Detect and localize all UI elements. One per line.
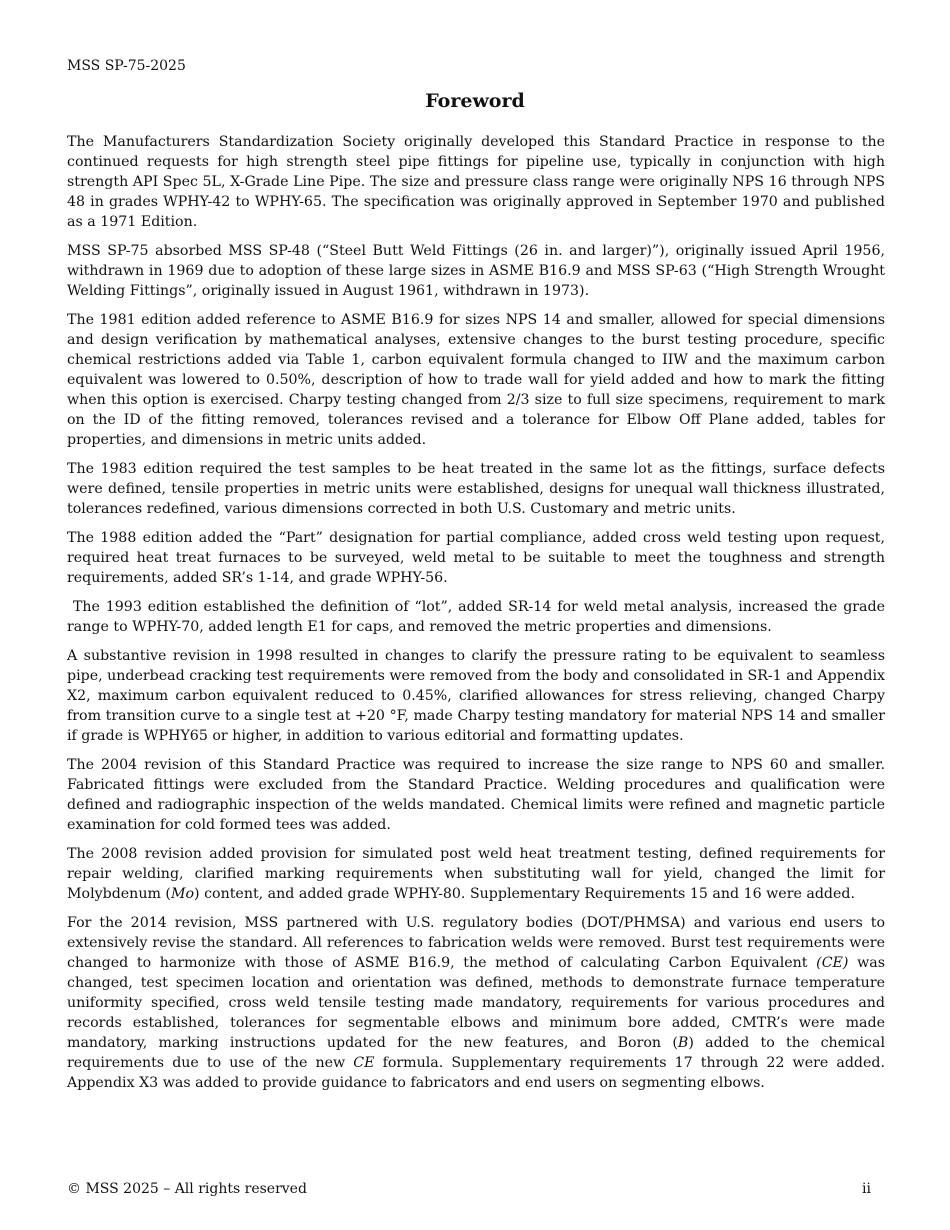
paragraph-1983: The 1983 edition required the test samples to be heat treated in the same lot as the fittings, surface defects were defined, tensile properties in metric units were established, designs for unequal wall thickness illustrated, tolerances redefined, various dimensions corrected in both U.S. Customary and metric units.: [67, 461, 885, 517]
foreword-body: [67, 132, 890, 1102]
paragraph-origin: The Manufacturers Standardization Society originally developed this Standard Practice in response to the continued requests for high strength steel pipe fittings for pipeline use, typically in conjunction with high strength API Spec 5L, X-Grade Line Pipe. The size and pressure class range were originally NPS 16 through NPS 48 in grades WPHY-42 to WPHY-65. The specification was originally approved in September 1970 and published as a 1971 Edition.: [67, 134, 885, 230]
paragraph-1998: A substantive revision in 1998 resulted in changes to clarify the pressure rating to be equivalent to seamless pipe, underbead cracking test requirements were removed from the body and consolidated in SR-1 and Appendix X2, maximum carbon equivalent reduced to 0.45%, clarified allowances for stress relieving, changed Charpy from transition curve to a single test at +20 °F, made Charpy testing mandatory for material NPS 14 and smaller if grade is WPHY65 or higher, in addition to various editorial and formatting updates.: [67, 648, 885, 744]
paragraph-2008: [67, 844, 885, 904]
paragraph-2014: [67, 913, 885, 1093]
page-title: Foreword: [425, 90, 525, 112]
paragraph-2014-text-4: formula. Supplementary requirements 17 through 22 were added. Appendix X3 was added to provide guidance to fabricators and end users on segmenting elbows.: [67, 1055, 886, 1091]
paragraph-1993: The 1993 edition established the definition of “lot”, added SR-14 for weld metal analysis, increased the grade range to WPHY-70, added length E1 for caps, and removed the metric properties and dimensions.: [67, 599, 890, 635]
carbon-equivalent-symbol: (CE): [816, 955, 849, 971]
paragraph-2008-text-1: The 2008 revision added provision for simulated post weld heat treatment testing, defined requirements for repair welding, clarified marking requirements when substituting wall for yield, changed the limit for Molybdenum (: [67, 846, 885, 902]
paragraph-1988: The 1988 edition added the “Part” designation for partial compliance, added cross weld testing upon request, required heat treat furnaces to be surveyed, weld metal to be suitable to meet the toughness and strength requirements, added SR’s 1-14, and grade WPHY-56.: [67, 530, 885, 586]
paragraph-2014-text-3: ) added to the chemical requirements due to use of the new: [67, 1035, 885, 1071]
paragraph-sp48: MSS SP-75 absorbed MSS SP-48 (“Steel Butt Weld Fittings (26 in. and larger)”), originally issued April 1956, withdrawn in 1969 due to adoption of these large sizes in ASME B16.9 and MSS SP-63 (“High Strength Wrought Welding Fittings”, originally issued in August 1961, withdrawn in 1973).: [67, 243, 885, 299]
copyright-notice: © MSS 2025 – All rights reserved: [67, 1181, 307, 1197]
boron-symbol: B: [677, 1035, 689, 1051]
molybdenum-symbol: Mo: [170, 886, 195, 902]
paragraph-1981: The 1981 edition added reference to ASME B16.9 for sizes NPS 14 and smaller, allowed for special dimensions and design verification by mathematical analyses, extensive changes to the burst testing procedure, specific chemical restrictions added via Table 1, carbon equivalent formula changed to IIW and the maximum carbon equivalent was lowered to 0.50%, description of how to trade wall for yield added and how to mark the fitting when this option is exercised. Charpy testing changed from 2/3 size to full size specimens, requirement to mark on the ID of the fitting removed, tolerances revised and a tolerance for Elbow Off Plane added, tables for properties, and dimensions in metric units added.: [67, 312, 885, 448]
paragraph-2004: The 2004 revision of this Standard Practice was required to increase the size range to NPS 60 and smaller. Fabricated fittings were excluded from the Standard Practice. Welding procedures and qualification were defined and radiographic inspection of the welds mandated. Chemical limits were refined and magnetic particle examination for cold formed tees was added.: [67, 757, 885, 833]
page-number: ii: [862, 1181, 871, 1197]
paragraph-2014-text-2: was changed, test specimen location and orientation was defined, methods to demonstrate furnace temperature uniformity specified, cross weld tensile testing made mandatory, requirements for various procedures and records established, tolerances for segmentable elbows and minimum bore added, CMTR’s were made mandatory, marking instructions updated for the new features, and Boron (: [67, 955, 885, 1051]
ce-formula-symbol: CE: [353, 1055, 375, 1071]
paragraph-2008-text-2: ) content, and added grade WPHY-80. Supplementary Requirements 15 and 16 were added.: [194, 886, 856, 902]
document-id: MSS SP-75-2025: [67, 58, 186, 74]
paragraph-2014-text-1: For the 2014 revision, MSS partnered with U.S. regulatory bodies (DOT/PHMSA) and various end users to extensively revise the standard. All references to fabrication welds were removed. Burst test requirements were changed to harmonize with those of ASME B16.9, the method of calculating Carbon Equivalent: [67, 915, 885, 971]
